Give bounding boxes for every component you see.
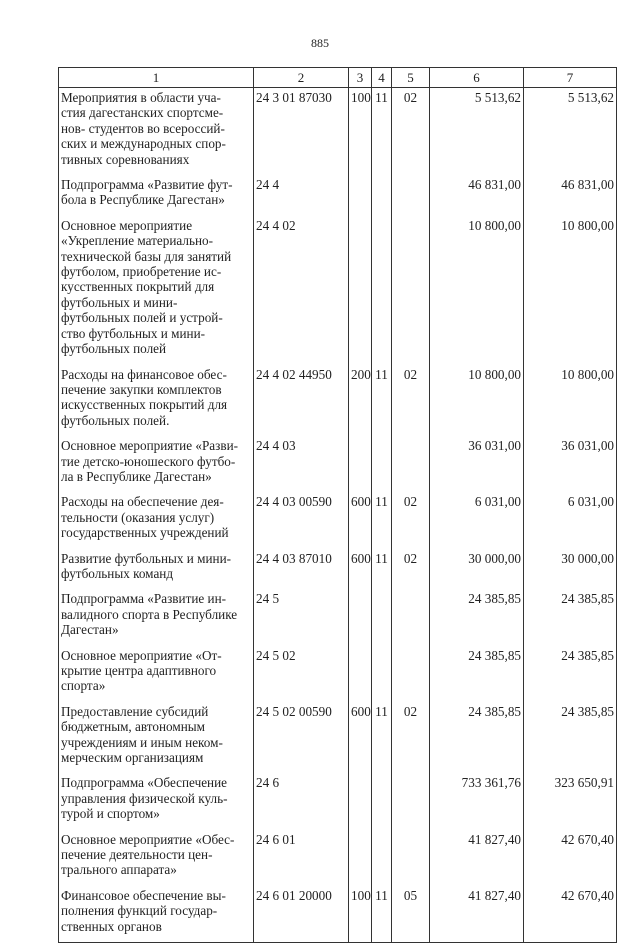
header-cell-name: 1: [59, 68, 254, 88]
cell-pr: [392, 177, 430, 218]
cell-vr: 600: [349, 704, 372, 776]
cell-name: Расходы на обеспечение дея- тельности (оказания услуг) государственных учреждений: [59, 494, 254, 550]
table-row: [59, 494, 617, 550]
table-row: [59, 888, 617, 943]
cell-name: Основное мероприятие «Обес- печение деятельности цен- трального аппарата»: [59, 832, 254, 888]
cell-code: 24 4 02 44950: [254, 367, 349, 439]
cell-year1: 24 385,85: [430, 591, 524, 647]
header-cell-year1: 6: [430, 68, 524, 88]
cell-year2: 6 031,00: [524, 494, 617, 550]
cell-code: 24 6 01 20000: [254, 888, 349, 943]
table-row: [59, 591, 617, 647]
cell-year2: 10 800,00: [524, 218, 617, 367]
cell-pr: [392, 438, 430, 494]
cell-name: Основное мероприятие «Укрепление материально- технической базы для занятий футболом, приобретение ис- кусственных покрытий для футбольных и мини- футбольных полей и устрой- ство футбольных и мини- футбольных полей: [59, 218, 254, 367]
cell-rz: 11: [372, 551, 392, 592]
cell-rz: 11: [372, 494, 392, 550]
cell-year2: 36 031,00: [524, 438, 617, 494]
table-row: [59, 704, 617, 776]
cell-rz: [372, 438, 392, 494]
cell-year2: 46 831,00: [524, 177, 617, 218]
cell-code: 24 4: [254, 177, 349, 218]
cell-year1: 41 827,40: [430, 832, 524, 888]
header-cell-pr: 5: [392, 68, 430, 88]
table-row: [59, 438, 617, 494]
cell-year2: 24 385,85: [524, 648, 617, 704]
cell-code: 24 4 02: [254, 218, 349, 367]
cell-name: Расходы на финансовое обес- печение закупки комплектов искусственных покрытий для футбольных полей.: [59, 367, 254, 439]
cell-year1: 41 827,40: [430, 888, 524, 943]
cell-pr: 05: [392, 888, 430, 943]
cell-pr: 02: [392, 551, 430, 592]
cell-rz: [372, 648, 392, 704]
cell-name: Мероприятия в области уча- стия дагестанских спортсме- нов- студентов во всероссий- ских и международных спор- тивных соревнованиях: [59, 88, 254, 178]
table-row: [59, 648, 617, 704]
cell-code: 24 5: [254, 591, 349, 647]
cell-rz: 11: [372, 888, 392, 943]
cell-code: 24 3 01 87030: [254, 88, 349, 178]
cell-rz: [372, 218, 392, 367]
table-body: [59, 88, 617, 943]
cell-pr: [392, 775, 430, 831]
table-row: [59, 218, 617, 367]
cell-code: 24 4 03: [254, 438, 349, 494]
cell-vr: [349, 591, 372, 647]
cell-year1: 36 031,00: [430, 438, 524, 494]
header-cell-year2: 7: [524, 68, 617, 88]
cell-year1: 46 831,00: [430, 177, 524, 218]
cell-year2: 24 385,85: [524, 591, 617, 647]
cell-year1: 24 385,85: [430, 704, 524, 776]
cell-year1: 10 800,00: [430, 218, 524, 367]
cell-vr: 100: [349, 888, 372, 943]
cell-vr: [349, 775, 372, 831]
cell-rz: [372, 832, 392, 888]
cell-rz: 11: [372, 367, 392, 439]
cell-pr: 02: [392, 367, 430, 439]
cell-year1: 10 800,00: [430, 367, 524, 439]
cell-code: 24 4 03 87010: [254, 551, 349, 592]
budget-table: [58, 67, 617, 943]
cell-pr: 02: [392, 704, 430, 776]
cell-vr: [349, 177, 372, 218]
cell-code: 24 5 02 00590: [254, 704, 349, 776]
header-row: [59, 68, 617, 88]
cell-vr: 100: [349, 88, 372, 178]
table-row: [59, 88, 617, 178]
cell-name: Развитие футбольных и мини- футбольных команд: [59, 551, 254, 592]
table-row: [59, 177, 617, 218]
cell-name: Финансовое обеспечение вы- полнения функций государ- ственных органов: [59, 888, 254, 943]
cell-name: Предоставление субсидий бюджетным, автономным учреждениям и иным неком- мерческим организациям: [59, 704, 254, 776]
cell-name: Подпрограмма «Обеспечение управления физической куль- турой и спортом»: [59, 775, 254, 831]
cell-year2: 42 670,40: [524, 832, 617, 888]
cell-pr: 02: [392, 88, 430, 178]
cell-vr: [349, 832, 372, 888]
table-header: [59, 68, 617, 88]
table-row: [59, 832, 617, 888]
header-cell-code: 2: [254, 68, 349, 88]
table-row: [59, 551, 617, 592]
cell-pr: [392, 218, 430, 367]
cell-pr: 02: [392, 494, 430, 550]
cell-rz: 11: [372, 704, 392, 776]
cell-year1: 6 031,00: [430, 494, 524, 550]
cell-vr: 200: [349, 367, 372, 439]
cell-year2: 42 670,40: [524, 888, 617, 943]
cell-code: 24 5 02: [254, 648, 349, 704]
cell-rz: [372, 775, 392, 831]
cell-vr: [349, 438, 372, 494]
table-row: [59, 367, 617, 439]
table-row: [59, 775, 617, 831]
cell-rz: 11: [372, 88, 392, 178]
cell-pr: [392, 648, 430, 704]
cell-year1: 30 000,00: [430, 551, 524, 592]
cell-code: 24 4 03 00590: [254, 494, 349, 550]
header-cell-rz: 4: [372, 68, 392, 88]
cell-year2: 10 800,00: [524, 367, 617, 439]
cell-year2: 323 650,91: [524, 775, 617, 831]
cell-vr: 600: [349, 551, 372, 592]
cell-vr: [349, 218, 372, 367]
cell-name: Основное мероприятие «От- крытие центра адаптивного спорта»: [59, 648, 254, 704]
cell-pr: [392, 832, 430, 888]
cell-year1: 5 513,62: [430, 88, 524, 178]
cell-year1: 24 385,85: [430, 648, 524, 704]
cell-vr: [349, 648, 372, 704]
cell-name: Подпрограмма «Развитие фут- бола в Республике Дагестан»: [59, 177, 254, 218]
cell-vr: 600: [349, 494, 372, 550]
cell-pr: [392, 591, 430, 647]
cell-code: 24 6 01: [254, 832, 349, 888]
cell-rz: [372, 591, 392, 647]
cell-year1: 733 361,76: [430, 775, 524, 831]
cell-year2: 5 513,62: [524, 88, 617, 178]
page-number: 885: [311, 36, 329, 50]
cell-rz: [372, 177, 392, 218]
cell-code: 24 6: [254, 775, 349, 831]
cell-year2: 24 385,85: [524, 704, 617, 776]
cell-year2: 30 000,00: [524, 551, 617, 592]
header-cell-vr: 3: [349, 68, 372, 88]
cell-name: Подпрограмма «Развитие ин- валидного спорта в Республике Дагестан»: [59, 591, 254, 647]
cell-name: Основное мероприятие «Разви- тие детско-юношеского футбо- ла в Республике Дагестан»: [59, 438, 254, 494]
